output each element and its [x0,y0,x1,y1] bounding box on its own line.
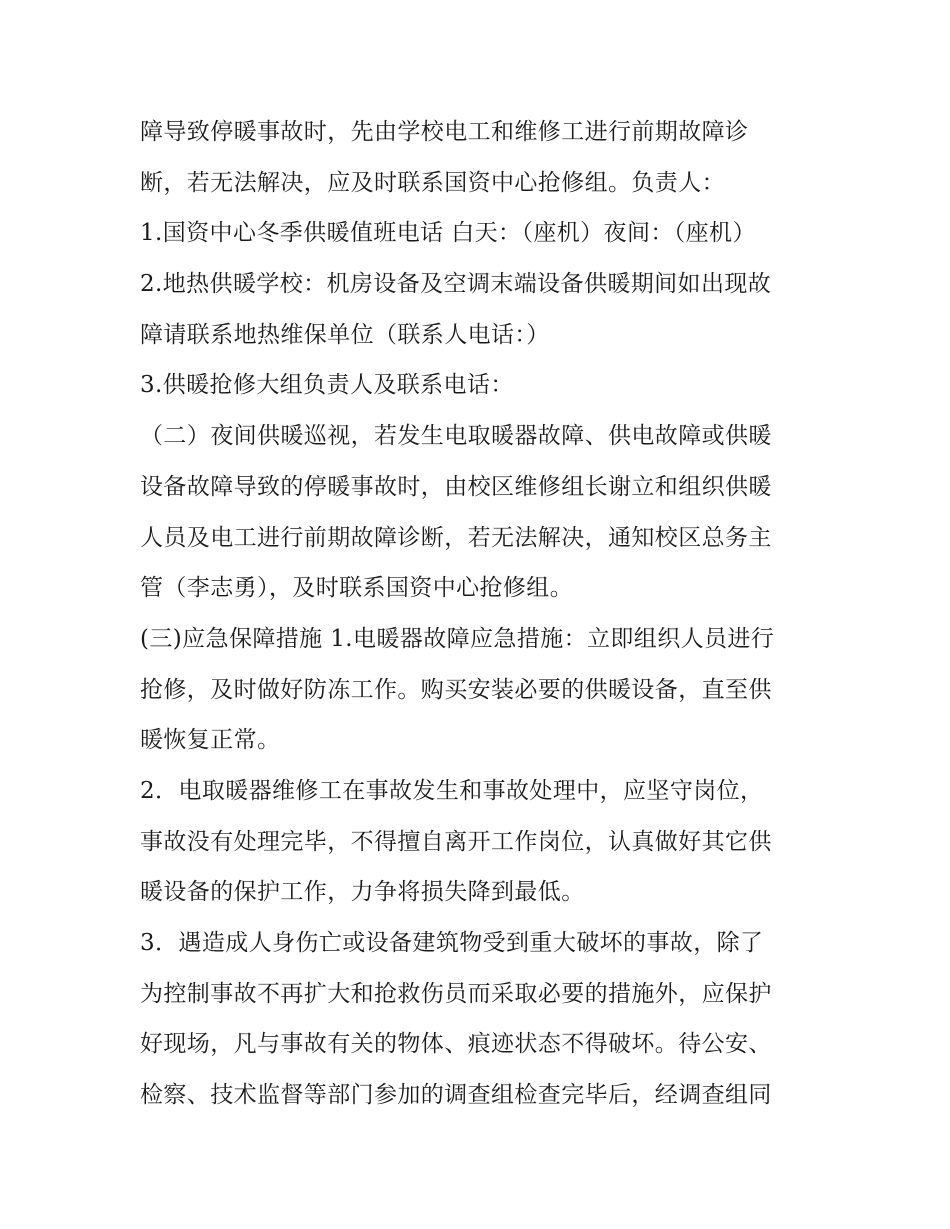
text-line: 2．电取暖器维修工在事故发生和事故处理中，应坚守岗位， [140,777,764,804]
text-line: 3．遇造成人身伤亡或设备建筑物受到重大破坏的事故，除了 [140,930,764,956]
text-line: （二）夜间供暖巡视，若发生电取暖器故障、供电故障或供暖 [140,423,772,450]
document-body [140,107,820,1121]
text-line: 断，若无法解决，应及时联系国资中心抢修组。负责人： [140,169,725,196]
text-line: 障导致停暖事故时，先由学校电工和维修工进行前期故障诊 [140,119,749,145]
text-line: 暖设备的保护工作，力争将损失降到最低。 [140,879,585,906]
text-line: 2.地热供暖学校：机房设备及空调末端设备供暖期间如出现故 [140,271,772,298]
text-line: 管（李志勇），及时联系国资中心抢修组。 [140,575,574,602]
text-line: 检察、技术监督等部门参加的调查组检查完毕后，经调查组同 [140,1082,772,1109]
text-line: 为控制事故不再扩大和抢救伤员而采取必要的措施外，应保护 [140,980,772,1007]
text-line: (三)应急保障措施 1.电暖器故障应急措施：立即组织人员进行 [140,625,775,652]
text-line: 设备故障导致的停暖事故时，由校区维修组长谢立和组织供暖 [140,473,772,500]
text-line: 事故没有处理完毕，不得擅自离开工作岗位，认真做好其它供 [140,828,772,855]
text-line: 3.供暖抢修大组负责人及联系电话： [140,372,514,399]
text-line: 障请联系地热维保单位（联系人电话：） [140,321,550,348]
text-line: 抢修，及时做好防冻工作。购买安装必要的供暖设备，直至供 [140,676,772,703]
text-line: 人员及电工进行前期故障诊断，若无法解决，通知校区总务主 [140,524,772,551]
text-line: 1.国资中心冬季供暖值班电话 白天：（座机）夜间：（座机） [140,220,756,247]
text-line: 暖恢复正常。 [140,727,281,754]
text-line: 好现场，凡与事故有关的物体、痕迹状态不得破坏。待公安、 [140,1031,772,1058]
